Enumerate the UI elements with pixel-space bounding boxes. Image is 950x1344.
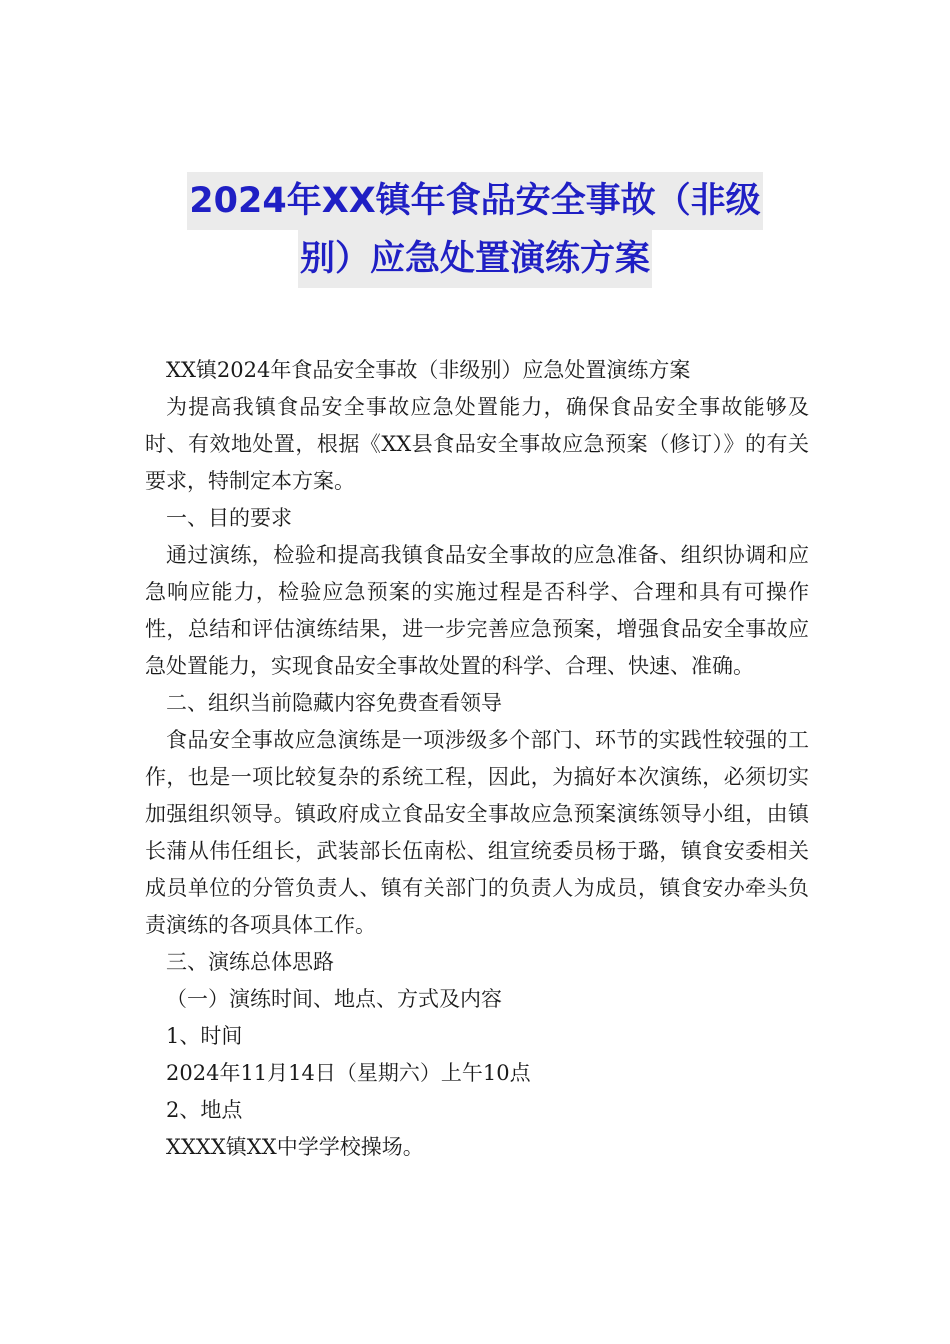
item-value-time: 2024年11月14日（星期六）上午10点	[166, 1061, 531, 1085]
title-line-2: 别）应急处置演练方案	[298, 230, 652, 288]
paragraph-purpose: 通过演练，检验和提高我镇食品安全事故的应急准备、组织协调和应急响应能力，检验应急预案的实施过程是否科学、合理和具有可操作性，总结和评估演练结果，进一步完善应急预案，增强食品安全事故应急处置能力，实现食品安全事故处置的科学、合理、快速、准确。	[145, 543, 809, 678]
paragraph-subtitle: XX镇2024年食品安全事故（非级别）应急处置演练方案	[166, 358, 691, 382]
paragraph-organization: 食品安全事故应急演练是一项涉级多个部门、环节的实践性较强的工作，也是一项比较复杂的系统工程，因此，为搞好本次演练，必须切实加强组织领导。镇政府成立食品安全事故应急预案演练领导小组，由镇长蒲从伟任组长，武装部长伍南松、组宣统委员杨于璐，镇食安委相关成员单位的分管负责人、镇有关部门的负责人为成员，镇食安办牵头负责演练的各项具体工作。	[145, 728, 809, 937]
section-heading-organization: 二、组织当前隐藏内容免费查看领导	[166, 691, 502, 715]
section-heading-purpose: 一、目的要求	[166, 506, 292, 530]
paragraph-intro: 为提高我镇食品安全事故应急处置能力，确保食品安全事故能够及时、有效地处置，根据《XX县食品安全事故应急预案（修订）》的有关要求，特制定本方案。	[145, 395, 809, 493]
item-heading-time: 1、时间	[166, 1024, 243, 1048]
item-heading-place: 2、地点	[166, 1098, 243, 1122]
document-body	[145, 352, 809, 1166]
section-heading-approach: 三、演练总体思路	[166, 950, 334, 974]
document-title	[120, 172, 830, 288]
item-value-place: XXXX镇XX中学学校操场。	[166, 1135, 424, 1159]
title-line-1: 2024年XX镇年食品安全事故（非级	[187, 172, 762, 230]
subsection-heading-time-place: （一）演练时间、地点、方式及内容	[166, 987, 502, 1011]
